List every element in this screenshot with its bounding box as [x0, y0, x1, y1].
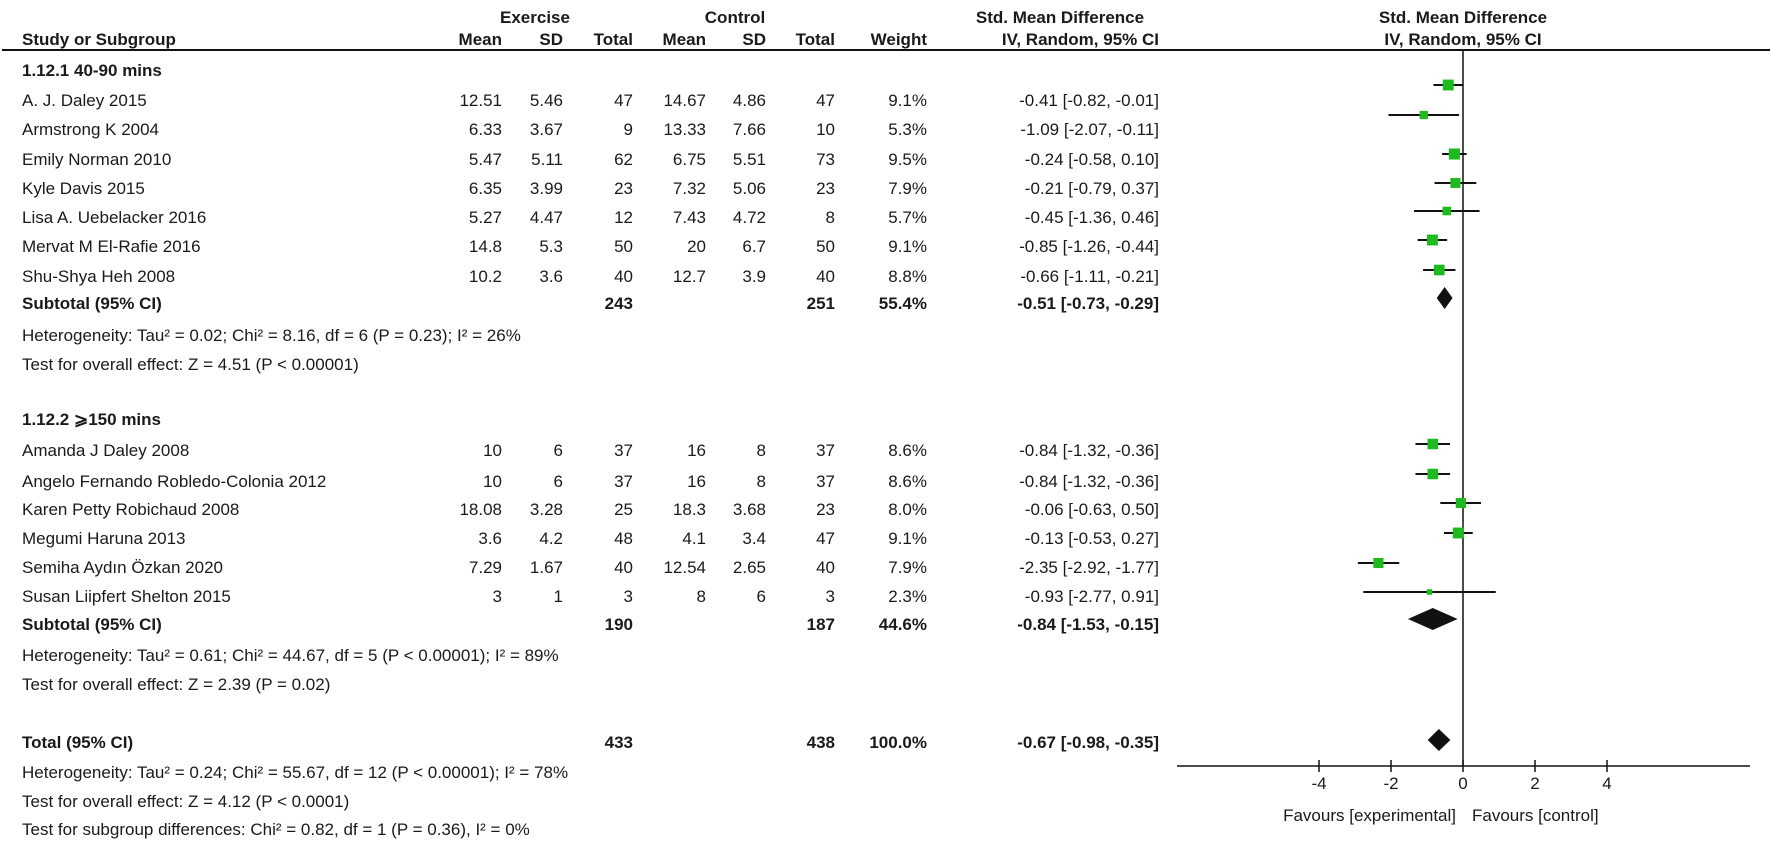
study-mean-ex: 3.6	[478, 529, 502, 548]
study-total-ex: 40	[614, 558, 633, 577]
study-ci: -0.85 [-1.26, -0.44]	[1019, 237, 1159, 256]
column-header-ci: IV, Random, 95% CI	[1001, 30, 1159, 49]
study-sd-ctl: 7.66	[732, 120, 766, 139]
study-sd-ctl: 4.72	[732, 208, 766, 227]
study-sd-ex: 4.47	[529, 208, 563, 227]
study-mean-ctl: 6.75	[672, 150, 706, 169]
study-name: Shu-Shya Heh 2008	[22, 267, 176, 286]
study-sd-ex: 5.3	[539, 237, 563, 256]
study-marker	[1449, 148, 1460, 159]
favours-experimental-label: Favours [experimental]	[1283, 806, 1456, 825]
exercise-group-header: Exercise	[500, 8, 570, 27]
study-name: Lisa A. Uebelacker 2016	[22, 208, 207, 227]
study-mean-ctl: 13.33	[663, 120, 706, 139]
study-marker	[1450, 178, 1460, 188]
study-mean-ex: 10	[483, 472, 502, 491]
study-sd-ctl: 5.51	[732, 150, 766, 169]
control-group-header: Control	[704, 8, 766, 27]
column-header-sd-control: SD	[742, 30, 766, 49]
study-weight: 8.6%	[888, 472, 927, 491]
study-total-ctl: 23	[816, 179, 835, 198]
heterogeneity-text: Heterogeneity: Tau² = 0.61; Chi² = 44.67, df = 5 (P < 0.00001); I² = 89%	[22, 646, 559, 665]
column-header-weight: Weight	[870, 30, 927, 49]
study-name: Amanda J Daley 2008	[22, 441, 190, 460]
axis-tick-label: -2	[1383, 774, 1399, 793]
study-name: Mervat M El-Rafie 2016	[22, 237, 201, 256]
study-name: Megumi Haruna 2013	[22, 529, 186, 548]
study-marker	[1443, 207, 1452, 216]
column-header-study: Study or Subgroup	[22, 30, 176, 49]
study-mean-ex: 14.8	[468, 237, 502, 256]
pooled-diamond	[1408, 608, 1458, 630]
study-total-ctl: 23	[816, 500, 835, 519]
study-sd-ex: 4.2	[539, 529, 563, 548]
study-weight: 7.9%	[888, 558, 927, 577]
study-total-ex: 50	[614, 237, 633, 256]
total-total-ctl: 438	[806, 733, 835, 752]
study-sd-ctl: 3.4	[742, 529, 766, 548]
study-total-ex: 37	[614, 441, 633, 460]
study-name: Angelo Fernando Robledo-Colonia 2012	[22, 472, 327, 491]
study-weight: 5.7%	[888, 208, 927, 227]
study-sd-ex: 1.67	[529, 558, 563, 577]
study-total-ex: 25	[614, 500, 633, 519]
subtotal-weight: 55.4%	[878, 294, 927, 313]
study-mean-ex: 12.51	[459, 91, 502, 110]
study-weight: 7.9%	[888, 179, 927, 198]
study-weight: 8.8%	[888, 267, 927, 286]
study-total-ctl: 47	[816, 91, 835, 110]
column-header-sd-exercise: SD	[539, 30, 563, 49]
study-mean-ctl: 20	[687, 237, 706, 256]
subtotal-total-ctl: 251	[806, 294, 835, 313]
total-weight: 100.0%	[869, 733, 927, 752]
study-sd-ex: 6	[553, 441, 563, 460]
study-sd-ctl: 8	[756, 441, 766, 460]
study-name: Karen Petty Robichaud 2008	[22, 500, 240, 519]
subtotal-ci: -0.51 [-0.73, -0.29]	[1017, 294, 1159, 313]
study-total-ctl: 40	[816, 558, 835, 577]
study-ci: -0.84 [-1.32, -0.36]	[1019, 472, 1159, 491]
study-sd-ex: 5.46	[529, 91, 563, 110]
study-mean-ex: 10	[483, 441, 502, 460]
subtotal-ci: -0.84 [-1.53, -0.15]	[1017, 615, 1159, 634]
subgroup-title: 1.12.1 40-90 mins	[22, 61, 162, 80]
study-total-ctl: 47	[816, 529, 835, 548]
study-marker	[1373, 558, 1383, 568]
study-mean-ctl: 7.32	[672, 179, 706, 198]
study-total-ctl: 40	[816, 267, 835, 286]
study-sd-ctl: 8	[756, 472, 766, 491]
study-ci: -0.66 [-1.11, -0.21]	[1020, 267, 1159, 286]
study-total-ctl: 50	[816, 237, 835, 256]
plot-subtitle: IV, Random, 95% CI	[1384, 30, 1542, 49]
column-header-total-control: Total	[795, 30, 835, 49]
study-weight: 2.3%	[888, 587, 927, 606]
study-marker	[1434, 265, 1445, 276]
study-ci: -1.09 [-2.07, -0.11]	[1020, 120, 1159, 139]
study-ci: -0.84 [-1.32, -0.36]	[1019, 441, 1159, 460]
study-mean-ctl: 8	[696, 587, 706, 606]
study-ci: -0.06 [-0.63, 0.50]	[1024, 500, 1159, 519]
axis-tick-label: 4	[1602, 774, 1612, 793]
study-weight: 8.6%	[888, 441, 927, 460]
total-label: Total (95% CI)	[22, 733, 134, 752]
study-total-ex: 40	[614, 267, 633, 286]
study-mean-ex: 5.27	[468, 208, 502, 227]
study-sd-ctl: 5.06	[732, 179, 766, 198]
total-heterogeneity-text: Heterogeneity: Tau² = 0.24; Chi² = 55.67, df = 12 (P < 0.00001); I² = 78%	[22, 763, 569, 782]
smd-column-title: Std. Mean Difference	[975, 8, 1145, 27]
study-marker	[1427, 589, 1432, 594]
axis-tick-label: 0	[1458, 774, 1468, 793]
study-ci: -0.93 [-2.77, 0.91]	[1024, 587, 1159, 606]
study-total-ex: 3	[623, 587, 633, 606]
study-marker	[1453, 528, 1464, 539]
overall-effect-text: Test for overall effect: Z = 4.51 (P < 0.00001)	[22, 355, 359, 374]
study-sd-ctl: 4.86	[732, 91, 766, 110]
column-header-mean-control: Mean	[662, 30, 706, 49]
study-total-ctl: 10	[816, 120, 835, 139]
study-marker	[1427, 235, 1438, 246]
study-ci: -2.35 [-2.92, -1.77]	[1019, 558, 1159, 577]
study-total-ctl: 37	[816, 441, 835, 460]
study-mean-ex: 3	[492, 587, 502, 606]
subtotal-label: Subtotal (95% CI)	[22, 615, 162, 634]
study-sd-ctl: 2.65	[732, 558, 766, 577]
study-total-ctl: 8	[825, 208, 835, 227]
study-marker	[1456, 498, 1466, 508]
study-marker	[1443, 80, 1454, 91]
column-header-total-exercise: Total	[593, 30, 633, 49]
study-weight: 9.1%	[888, 91, 927, 110]
study-marker	[1420, 111, 1428, 119]
overall-effect-text: Test for overall effect: Z = 2.39 (P = 0.02)	[22, 675, 331, 694]
study-mean-ex: 18.08	[459, 500, 502, 519]
subtotal-total-ex: 243	[604, 294, 633, 313]
study-weight: 9.1%	[888, 237, 927, 256]
axis-tick-label: -4	[1311, 774, 1327, 793]
study-sd-ex: 5.11	[531, 150, 563, 169]
subtotal-label: Subtotal (95% CI)	[22, 294, 162, 313]
study-mean-ctl: 12.7	[672, 267, 706, 286]
study-name: Kyle Davis 2015	[22, 179, 145, 198]
study-total-ex: 48	[614, 529, 633, 548]
study-mean-ex: 10.2	[468, 267, 502, 286]
study-name: Armstrong K 2004	[22, 120, 160, 139]
pooled-diamond	[1437, 287, 1453, 309]
column-header-mean-exercise: Mean	[458, 30, 502, 49]
study-marker	[1427, 469, 1438, 480]
study-mean-ex: 6.35	[468, 179, 502, 198]
study-sd-ex: 3.28	[529, 500, 563, 519]
study-name: A. J. Daley 2015	[22, 91, 147, 110]
total-ci: -0.67 [-0.98, -0.35]	[1017, 733, 1159, 752]
study-ci: -0.24 [-0.58, 0.10]	[1024, 150, 1159, 169]
total-overall-effect-text: Test for overall effect: Z = 4.12 (P < 0.0001)	[22, 792, 350, 811]
study-sd-ex: 6	[553, 472, 563, 491]
heterogeneity-text: Heterogeneity: Tau² = 0.02; Chi² = 8.16, df = 6 (P = 0.23); I² = 26%	[22, 326, 521, 345]
study-mean-ex: 6.33	[468, 120, 502, 139]
study-name: Semiha Aydın Özkan 2020	[22, 558, 223, 577]
study-total-ctl: 73	[816, 150, 835, 169]
study-weight: 9.1%	[888, 529, 927, 548]
subtotal-weight: 44.6%	[878, 615, 927, 634]
subgroup-title: 1.12.2 ⩾150 mins	[22, 410, 161, 429]
study-sd-ctl: 6	[756, 587, 766, 606]
subtotal-total-ctl: 187	[806, 615, 835, 634]
study-total-ctl: 37	[816, 472, 835, 491]
study-mean-ctl: 12.54	[663, 558, 706, 577]
study-mean-ctl: 4.1	[682, 529, 706, 548]
study-mean-ex: 7.29	[468, 558, 502, 577]
study-mean-ctl: 16	[687, 472, 706, 491]
study-sd-ctl: 3.9	[742, 267, 766, 286]
subtotal-total-ex: 190	[604, 615, 633, 634]
study-total-ex: 47	[614, 91, 633, 110]
study-name: Emily Norman 2010	[22, 150, 172, 169]
study-mean-ex: 5.47	[468, 150, 502, 169]
study-sd-ctl: 3.68	[732, 500, 766, 519]
study-sd-ex: 3.67	[529, 120, 563, 139]
subgroup-differences-text: Test for subgroup differences: Chi² = 0.82, df = 1 (P = 0.36), I² = 0%	[22, 820, 530, 839]
study-name: Susan Liipfert Shelton 2015	[22, 587, 231, 606]
axis-tick-label: 2	[1530, 774, 1540, 793]
study-ci: -0.13 [-0.53, 0.27]	[1024, 529, 1159, 548]
study-sd-ex: 1	[553, 587, 563, 606]
study-mean-ctl: 18.3	[672, 500, 706, 519]
study-total-ctl: 3	[825, 587, 835, 606]
study-ci: -0.45 [-1.36, 0.46]	[1024, 208, 1159, 227]
study-ci: -0.41 [-0.82, -0.01]	[1019, 91, 1159, 110]
study-weight: 8.0%	[888, 500, 927, 519]
study-mean-ctl: 16	[687, 441, 706, 460]
pooled-diamond	[1428, 729, 1451, 751]
study-weight: 9.5%	[888, 150, 927, 169]
study-mean-ctl: 14.67	[663, 91, 706, 110]
study-total-ex: 62	[614, 150, 633, 169]
study-mean-ctl: 7.43	[672, 208, 706, 227]
study-total-ex: 37	[614, 472, 633, 491]
study-total-ex: 12	[614, 208, 633, 227]
study-total-ex: 9	[623, 120, 633, 139]
study-ci: -0.21 [-0.79, 0.37]	[1024, 179, 1159, 198]
study-sd-ctl: 6.7	[742, 237, 766, 256]
header-rule	[2, 49, 1770, 51]
study-sd-ex: 3.6	[539, 267, 563, 286]
study-sd-ex: 3.99	[529, 179, 563, 198]
favours-control-label: Favours [control]	[1472, 806, 1599, 825]
plot-title: Std. Mean Difference	[1378, 8, 1548, 27]
total-total-ex: 433	[604, 733, 633, 752]
study-total-ex: 23	[614, 179, 633, 198]
study-weight: 5.3%	[888, 120, 927, 139]
study-marker	[1427, 439, 1438, 450]
